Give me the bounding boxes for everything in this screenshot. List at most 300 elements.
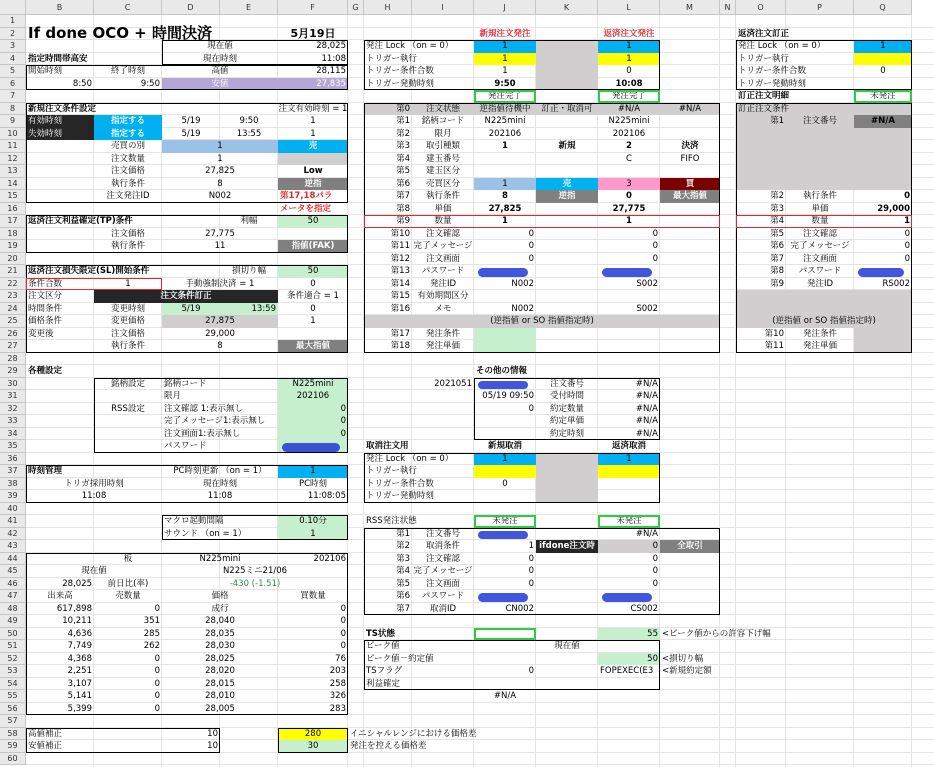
row-header-15[interactable]: 15 — [0, 190, 26, 203]
row-header-40[interactable]: 40 — [0, 503, 26, 516]
row-header-32[interactable]: 32 — [0, 403, 26, 416]
cell-M14[interactable]: 買 — [660, 178, 720, 191]
cell-C23[interactable]: 注文条件訂正 — [94, 290, 278, 303]
cell-O2[interactable]: 返済注文訂正 — [738, 28, 790, 39]
column-header-H[interactable]: H — [364, 0, 412, 15]
column-header-P[interactable]: P — [786, 0, 854, 15]
cell-I20[interactable]: 注文画面 — [425, 253, 460, 264]
row-header-7[interactable]: 7 — [0, 90, 26, 103]
cell-P27[interactable]: 発注単価 — [802, 341, 837, 351]
row-header-27[interactable]: 27 — [0, 340, 26, 353]
cell-F32[interactable]: 0 — [278, 403, 348, 416]
cell-J22[interactable]: N002 — [511, 278, 534, 289]
cell-I27[interactable]: 発注単価 — [425, 341, 460, 351]
cell-H51[interactable]: ピーク値 — [366, 641, 400, 651]
cell-D14[interactable]: 8 — [217, 178, 223, 189]
cell-L22[interactable]: S002 — [636, 278, 658, 289]
row-header-17[interactable]: 17 — [0, 215, 26, 228]
cell-I26[interactable]: 発注条件 — [425, 328, 460, 339]
cell-H43[interactable]: 第2 — [396, 541, 410, 551]
cell-F11[interactable]: 売 — [278, 140, 348, 153]
cell-J53[interactable]: 0 — [528, 666, 534, 676]
row-header-30[interactable]: 30 — [0, 378, 26, 391]
cell-L33[interactable]: #N/A — [635, 416, 658, 426]
cell-H6[interactable]: トリガー発動時刻 — [366, 78, 434, 89]
cell-H17[interactable]: 第9 — [396, 216, 410, 226]
cell-P26[interactable]: 発注条件 — [802, 328, 837, 339]
cell-K36[interactable] — [536, 453, 598, 503]
cell-F58[interactable]: 280 — [278, 728, 348, 741]
cell-B24[interactable]: 時間条件 — [28, 303, 63, 314]
row-header-45[interactable]: 45 — [0, 565, 26, 578]
cell-Q17[interactable]: 1 — [904, 216, 910, 226]
cell-F41[interactable]: 0.10分 — [278, 515, 348, 528]
cell-K3[interactable] — [536, 40, 598, 90]
row-header-26[interactable]: 26 — [0, 328, 26, 341]
cell-J20[interactable]: 0 — [528, 253, 534, 264]
cell-F24[interactable]: 0 — [310, 303, 316, 314]
row-header-21[interactable]: 21 — [0, 265, 26, 278]
cell-H25[interactable]: (逆指値 or SO 指値指定時) — [364, 315, 720, 328]
cell-H8[interactable]: 第0 — [364, 103, 412, 116]
cell-J44[interactable]: 0 — [528, 553, 534, 564]
cell-Q5[interactable]: 0 — [880, 66, 886, 76]
cell-J37[interactable] — [474, 465, 536, 478]
cell-H11[interactable]: 第3 — [396, 141, 410, 151]
column-header-D[interactable]: D — [162, 0, 220, 15]
cell-F33[interactable]: 0 — [278, 415, 348, 428]
cell-P22[interactable]: 発注ID — [806, 278, 834, 289]
cell-C22[interactable]: 1 — [125, 278, 131, 289]
cell-J45[interactable]: 0 — [528, 566, 534, 576]
row-header-6[interactable]: 6 — [0, 78, 26, 91]
cell-J6[interactable]: 9:50 — [494, 78, 516, 89]
cell-M12[interactable]: FIFO — [680, 153, 700, 164]
cell-M43[interactable]: 全取引 — [660, 540, 720, 553]
cell-Q19[interactable]: 0 — [904, 241, 910, 251]
cell-D4[interactable]: 現在時刻 — [202, 53, 237, 64]
cell-B2[interactable]: If done OCO + 時間決済 — [28, 24, 212, 43]
cell-C56[interactable]: 0 — [154, 703, 160, 714]
cell-Q4[interactable] — [854, 53, 912, 66]
cell-E10[interactable]: 13:55 — [236, 128, 262, 139]
cell-J31[interactable]: 05/19 09:50 — [482, 391, 534, 401]
cell-L10[interactable]: 202106 — [612, 128, 646, 139]
cell-B52[interactable]: 4,368 — [67, 653, 92, 664]
cell-B8[interactable]: 新規注文条件設定 — [28, 103, 97, 114]
cell-F52[interactable]: 76 — [335, 653, 346, 664]
cell-B5[interactable]: 開始時刻 — [28, 66, 63, 76]
cell-L3[interactable]: 1 — [598, 40, 660, 53]
cell-F8[interactable]: 注文有効時刻 = 1 — [278, 103, 348, 114]
cell-J19[interactable]: 0 — [528, 241, 534, 251]
row-header-35[interactable]: 35 — [0, 440, 26, 453]
cell-I11[interactable]: 取引種類 — [425, 141, 460, 151]
row-header-25[interactable]: 25 — [0, 315, 26, 328]
cell-C9[interactable]: 指定する — [94, 115, 162, 128]
row-header-18[interactable]: 18 — [0, 228, 26, 241]
cell-D10[interactable]: 5/19 — [181, 128, 201, 139]
select-all-corner[interactable] — [0, 0, 26, 15]
cell-O4[interactable]: トリガー執行 — [738, 53, 789, 64]
cell-J36[interactable]: 1 — [474, 453, 536, 466]
cell-L32[interactable]: #N/A — [635, 403, 658, 414]
cell-C26[interactable]: 注文価格 — [110, 328, 145, 339]
cell-L19[interactable]: 0 — [652, 241, 658, 251]
column-header-J[interactable]: J — [474, 0, 536, 15]
cell-D30[interactable]: 銘柄コード — [164, 378, 207, 389]
cell-J2[interactable]: 新規注文発注 — [479, 28, 531, 39]
cell-D11[interactable]: 1 — [162, 140, 278, 153]
cell-C30[interactable]: 銘柄設定 — [110, 378, 145, 389]
column-header-G[interactable]: G — [348, 0, 364, 15]
row-header-10[interactable]: 10 — [0, 128, 26, 141]
row-header-36[interactable]: 36 — [0, 453, 26, 466]
cell-G59[interactable]: 発注を控える価格差 — [350, 741, 427, 751]
cell-J14[interactable]: 1 — [474, 178, 536, 191]
cell-H36[interactable]: 発注 Lock （on = 0） — [366, 453, 454, 464]
cell-C53[interactable]: 0 — [154, 666, 160, 676]
cell-D52[interactable]: 28,025 — [205, 653, 235, 664]
cell-B37[interactable]: 時刻管理 — [28, 466, 63, 476]
cell-H37[interactable]: トリガー執行 — [366, 466, 417, 476]
row-header-5[interactable]: 5 — [0, 65, 26, 78]
cell-F4[interactable]: 11:08 — [321, 53, 346, 64]
cell-D3[interactable]: 現在値 — [207, 41, 233, 51]
row-header-20[interactable]: 20 — [0, 253, 26, 266]
cell-B39[interactable]: 11:08 — [81, 491, 107, 501]
cell-F9[interactable]: 1 — [310, 116, 316, 126]
cell-B56[interactable]: 5,399 — [67, 703, 92, 714]
cell-J10[interactable]: 202106 — [488, 128, 522, 139]
cell-I44[interactable]: 注文確認 — [425, 553, 460, 564]
cell-O5[interactable]: トリガー条件合数 — [738, 66, 806, 76]
cell-F12[interactable] — [278, 153, 348, 166]
cell-K8[interactable]: 訂正・取消可 — [536, 103, 598, 116]
cell-J15[interactable]: 8 — [502, 191, 508, 201]
cell-J41[interactable]: 未発注 — [492, 516, 518, 526]
cell-B50[interactable]: 4,636 — [67, 628, 92, 639]
cell-H46[interactable]: 第5 — [396, 578, 410, 589]
cell-C49[interactable]: 351 — [143, 616, 160, 626]
cell-F55[interactable]: 326 — [329, 691, 346, 701]
cell-F10[interactable]: 1 — [310, 128, 316, 139]
cell-K32[interactable]: 約定数量 — [549, 403, 584, 414]
cell-B21[interactable]: 返済注文損失限定(SL)開始条件 — [28, 266, 150, 276]
cell-H5[interactable]: トリガー条件合数 — [366, 66, 434, 76]
cell-B23[interactable]: 注文区分 — [28, 291, 63, 301]
cell-Q8[interactable] — [854, 103, 912, 116]
row-header-4[interactable]: 4 — [0, 53, 26, 66]
cell-F39[interactable]: 11:08:05 — [307, 491, 346, 501]
cell-I8[interactable]: 注文状態 — [412, 103, 474, 116]
row-header-44[interactable]: 44 — [0, 553, 26, 566]
cell-L7[interactable]: 発注完了 — [611, 91, 646, 101]
cell-D27[interactable]: 8 — [217, 341, 223, 351]
cell-C46[interactable]: 前日比(率) — [107, 578, 149, 589]
row-header-14[interactable]: 14 — [0, 178, 26, 191]
cell-H14[interactable]: 第6 — [396, 178, 410, 189]
cell-D53[interactable]: 28,020 — [205, 666, 235, 676]
cell-L42[interactable]: #N/A — [635, 528, 658, 539]
cell-H20[interactable]: 第12 — [390, 253, 410, 264]
cell-L48[interactable]: CS002 — [630, 603, 658, 614]
cell-J11[interactable]: 1 — [502, 141, 508, 151]
cell-H21[interactable]: 第13 — [390, 266, 410, 276]
cell-E21[interactable]: 損切り幅 — [231, 266, 266, 276]
cell-Q3[interactable]: 1 — [854, 40, 912, 53]
cell-D22[interactable]: 手動強制決済 = 1 — [185, 278, 255, 289]
cell-F53[interactable]: 203 — [329, 666, 346, 676]
cell-K43[interactable]: ifdone注文時 — [536, 540, 598, 553]
cell-J18[interactable]: 0 — [528, 228, 534, 239]
cell-D34[interactable]: 注文画面1:表示無し — [164, 428, 241, 439]
cell-D50[interactable]: 28,035 — [205, 628, 235, 639]
cell-D54[interactable]: 28,015 — [205, 678, 235, 689]
row-header-13[interactable]: 13 — [0, 165, 26, 178]
cell-Q15[interactable]: 0 — [904, 191, 910, 201]
cell-H52[interactable]: ピーク値－約定値 — [366, 653, 434, 664]
cell-I42[interactable]: 注文番号 — [425, 528, 460, 539]
cell-J55[interactable]: #N/A — [493, 691, 517, 701]
cell-C25[interactable]: 変更価格 — [110, 316, 145, 326]
cell-C52[interactable]: 0 — [154, 653, 160, 664]
cell-F35[interactable] — [278, 440, 348, 453]
cell-B4[interactable]: 指定時間帯高安 — [28, 53, 88, 64]
row-header-59[interactable]: 59 — [0, 740, 26, 753]
cell-F22[interactable]: 0 — [310, 278, 316, 289]
cell-B58[interactable]: 高値補正 — [28, 728, 63, 739]
cell-F19[interactable]: 指値(FAK) — [278, 240, 348, 253]
cell-I24[interactable]: メモ — [434, 303, 452, 314]
row-header-46[interactable]: 46 — [0, 578, 26, 591]
cell-D35[interactable]: パスワード — [164, 441, 207, 451]
cell-H54[interactable]: 利益確定 — [366, 678, 401, 689]
cell-F50[interactable]: 0 — [340, 628, 346, 639]
row-header-52[interactable]: 52 — [0, 653, 26, 666]
cell-F51[interactable]: 0 — [340, 641, 346, 651]
cell-F59[interactable]: 30 — [278, 740, 348, 753]
cell-L9[interactable]: N225mini — [608, 116, 650, 126]
cell-I18[interactable]: 注文確認 — [425, 228, 460, 239]
cell-J4[interactable]: 1 — [474, 53, 536, 66]
column-header-L[interactable]: L — [598, 0, 660, 15]
cell-L30[interactable]: #N/A — [635, 378, 658, 389]
cell-O15[interactable]: 第2 — [770, 191, 784, 201]
row-header-11[interactable]: 11 — [0, 140, 26, 153]
column-header-I[interactable]: I — [412, 0, 474, 15]
row-header-34[interactable]: 34 — [0, 428, 26, 441]
cell-K33[interactable]: 約定単価 — [549, 416, 584, 426]
cell-D18[interactable]: 27,775 — [205, 228, 235, 239]
cell-K31[interactable]: 受付時間 — [549, 391, 584, 401]
cell-J43[interactable]: 1 — [528, 541, 534, 551]
cell-D31[interactable]: 限月 — [164, 391, 182, 401]
cell-Q9[interactable]: #N/A — [854, 115, 912, 128]
cell-H4[interactable]: トリガー執行 — [366, 53, 417, 64]
column-header-F[interactable]: F — [278, 0, 348, 15]
cell-P16[interactable]: 単価 — [811, 203, 829, 214]
row-header-53[interactable]: 53 — [0, 665, 26, 678]
cell-K11[interactable]: 新規 — [558, 141, 576, 151]
cell-F5[interactable]: 28,115 — [316, 66, 346, 76]
cell-M8[interactable]: #N/A — [660, 103, 720, 116]
cell-L52[interactable]: 50 — [598, 653, 660, 666]
cell-D44[interactable]: N225mini — [199, 553, 241, 564]
cell-C6[interactable]: 9:50 — [140, 78, 160, 89]
cell-M52[interactable]: <損切り幅 — [662, 653, 704, 664]
cell-B25[interactable]: 価格条件 — [28, 316, 63, 326]
cell-E9[interactable]: 9:50 — [239, 116, 259, 126]
cell-D42[interactable]: サウンド （on = 1） — [164, 528, 247, 539]
cell-B45[interactable]: 現在値 — [81, 566, 107, 576]
cell-P18[interactable]: 注文確認 — [802, 228, 837, 239]
cell-B22[interactable]: 条件合数 — [28, 278, 63, 289]
cell-F21[interactable]: 50 — [278, 265, 348, 278]
cell-L43[interactable]: 0 — [598, 540, 660, 553]
cell-D38[interactable]: 現在時刻 — [202, 478, 237, 489]
cell-J16[interactable]: 27,825 — [488, 203, 522, 214]
cell-L34[interactable]: #N/A — [635, 428, 658, 439]
cell-I12[interactable]: 建玉番号 — [425, 153, 460, 164]
cell-D12[interactable]: 1 — [217, 153, 223, 164]
cell-H50[interactable]: TS状態 — [366, 628, 395, 639]
cell-C11[interactable]: 売買の別 — [110, 141, 145, 151]
cell-F3[interactable]: 28,025 — [316, 41, 346, 51]
cell-L35[interactable]: 返済取消 — [611, 441, 646, 451]
cell-O22[interactable]: 第9 — [770, 278, 784, 289]
cell-B49[interactable]: 10,211 — [62, 616, 92, 626]
cell-C55[interactable]: 0 — [154, 691, 160, 701]
cell-F15[interactable]: 第17,18パラ — [280, 191, 333, 201]
column-header-C[interactable]: C — [94, 0, 162, 15]
row-header-58[interactable]: 58 — [0, 728, 26, 741]
cell-L2[interactable]: 返済注文発注 — [603, 28, 655, 39]
cell-I46[interactable]: 注文画面 — [425, 578, 460, 589]
cell-H26[interactable]: 第17 — [390, 328, 410, 339]
cell-F34[interactable]: 0 — [278, 428, 348, 441]
cell-F25[interactable]: 1 — [310, 316, 316, 326]
cell-K30[interactable]: 注文番号 — [549, 378, 584, 389]
cell-H53[interactable]: TSフラグ — [366, 666, 403, 676]
cell-H38[interactable]: トリガー条件合数 — [366, 478, 434, 489]
cell-B54[interactable]: 3,107 — [67, 678, 92, 689]
cell-B47[interactable]: 出来高 — [47, 591, 73, 601]
row-header-12[interactable]: 12 — [0, 153, 26, 166]
cell-F54[interactable]: 258 — [329, 678, 346, 689]
cell-B9[interactable]: 有効時刻 — [26, 115, 94, 128]
cell-P17[interactable]: 数量 — [811, 216, 829, 226]
cell-O7[interactable]: 訂正注文明細 — [738, 91, 790, 101]
cell-P9[interactable]: 注文番号 — [786, 115, 854, 128]
cell-Q16[interactable]: 29,000 — [877, 203, 910, 214]
row-header-3[interactable]: 3 — [0, 40, 26, 53]
cell-I10[interactable]: 限月 — [434, 128, 452, 139]
cell-J3[interactable]: 1 — [474, 40, 536, 53]
row-header-33[interactable]: 33 — [0, 415, 26, 428]
cell-Q26[interactable] — [854, 328, 912, 353]
cell-K14[interactable]: 売 — [536, 178, 598, 191]
cell-J38[interactable]: 0 — [502, 478, 508, 489]
cell-C32[interactable]: RSS設定 — [111, 403, 145, 414]
cell-C47[interactable]: 売数量 — [115, 591, 141, 601]
cell-D56[interactable]: 28,005 — [205, 703, 235, 714]
cell-F49[interactable]: 0 — [340, 616, 346, 626]
row-header-2[interactable]: 2 — [0, 28, 26, 41]
cell-L37[interactable] — [598, 465, 660, 478]
cell-L36[interactable]: 1 — [598, 453, 660, 466]
cell-F47[interactable]: 買数量 — [300, 591, 326, 601]
cell-F16[interactable]: メータを指定 — [280, 203, 332, 214]
cell-C12[interactable]: 注文数量 — [110, 153, 145, 164]
row-header-8[interactable]: 8 — [0, 103, 26, 116]
row-header-16[interactable]: 16 — [0, 203, 26, 216]
cell-L17[interactable]: 1 — [626, 216, 632, 226]
cell-C54[interactable]: 0 — [154, 678, 160, 689]
cell-O3[interactable]: 発注 Lock （on = 0） — [738, 41, 826, 51]
cell-P20[interactable]: 注文画面 — [802, 253, 837, 264]
cell-F37[interactable]: 1 — [278, 465, 348, 478]
cell-L53[interactable]: FOPEXEC(E3 — [600, 666, 654, 676]
cell-D15[interactable]: N002 — [208, 191, 232, 201]
column-header-O[interactable]: O — [736, 0, 786, 15]
cell-J24[interactable]: N002 — [511, 303, 534, 314]
cell-H24[interactable]: 第16 — [390, 303, 410, 314]
cell-J46[interactable]: 0 — [528, 578, 534, 589]
cell-M53[interactable]: <新規約定額 — [662, 666, 712, 676]
cell-J35[interactable]: 新規取消 — [487, 441, 522, 451]
cell-F13[interactable]: Low — [303, 166, 323, 176]
cell-B26[interactable]: 変更後 — [28, 328, 54, 339]
cell-J8[interactable]: 逆指値待機中 — [474, 103, 536, 116]
row-header-57[interactable]: 57 — [0, 715, 26, 728]
row-header-47[interactable]: 47 — [0, 590, 26, 603]
cell-B17[interactable]: 返済注文利益確定(TP)条件 — [28, 216, 133, 226]
cell-B55[interactable]: 5,141 — [67, 691, 92, 701]
row-header-56[interactable]: 56 — [0, 703, 26, 716]
cell-L18[interactable]: 0 — [652, 228, 658, 239]
cell-H30[interactable]: 2021051 — [434, 378, 472, 389]
cell-C44[interactable]: 板 — [123, 553, 133, 564]
cell-H22[interactable]: 第14 — [390, 278, 410, 289]
cell-F38[interactable]: PC時刻 — [298, 478, 328, 489]
cell-H39[interactable]: トリガー発動時刻 — [366, 491, 434, 501]
cell-D48[interactable]: 成行 — [211, 603, 229, 614]
row-header-39[interactable]: 39 — [0, 490, 26, 503]
cell-I13[interactable]: 建玉区分 — [425, 166, 460, 176]
cell-K34[interactable]: 約定時刻 — [549, 428, 584, 439]
cell-H27[interactable]: 第18 — [390, 341, 410, 351]
cell-O26[interactable]: 第10 — [764, 328, 784, 339]
cell-C5[interactable]: 終了時刻 — [110, 66, 145, 76]
column-header-M[interactable]: M — [660, 0, 720, 15]
row-header-38[interactable]: 38 — [0, 478, 26, 491]
cell-D13[interactable]: 27,825 — [205, 166, 235, 176]
cell-O18[interactable]: 第5 — [770, 228, 784, 239]
cell-D51[interactable]: 28,030 — [205, 641, 235, 651]
cell-C15[interactable]: 注文発注ID — [106, 191, 150, 201]
row-header-54[interactable]: 54 — [0, 678, 26, 691]
cell-F30[interactable]: N225mini — [278, 378, 348, 391]
cell-F44[interactable]: 202106 — [313, 553, 346, 564]
cell-B38[interactable]: トリガ採用時刻 — [64, 478, 124, 489]
cell-F42[interactable]: 1 — [278, 528, 348, 541]
cell-H9[interactable]: 第1 — [396, 116, 410, 126]
cell-H42[interactable]: 第1 — [396, 528, 410, 539]
cell-M15[interactable]: 最大指値 — [660, 190, 720, 203]
cell-E17[interactable]: 利幅 — [240, 216, 258, 226]
row-header-55[interactable]: 55 — [0, 690, 26, 703]
